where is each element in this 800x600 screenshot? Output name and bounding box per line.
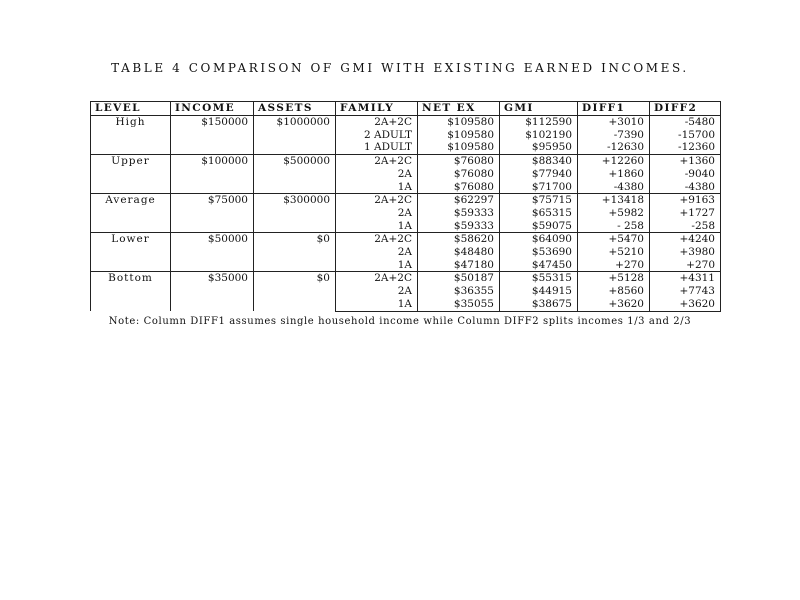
gmi-cell: $95950 — [500, 141, 578, 154]
family-cell: 2A+2C — [336, 116, 418, 129]
diff1-cell: +5982 — [578, 207, 650, 220]
comparison-table — [90, 101, 721, 312]
gmi-cell: $64090 — [500, 233, 578, 246]
table-row — [91, 155, 721, 168]
diff1-cell: +5128 — [578, 272, 650, 285]
diff1-cell: +3010 — [578, 116, 650, 129]
gmi-cell: $65315 — [500, 207, 578, 220]
table-row — [91, 194, 721, 207]
net-ex-cell: $76080 — [418, 168, 500, 181]
family-cell: 2A — [336, 207, 418, 220]
net-ex-cell: $62297 — [418, 194, 500, 207]
diff2-cell: +9163 — [650, 194, 721, 207]
income-cell: $35000 — [171, 272, 254, 311]
table-row — [91, 272, 721, 285]
diff2-cell: +4240 — [650, 233, 721, 246]
diff2-cell: -9040 — [650, 168, 721, 181]
diff2-cell: +7743 — [650, 285, 721, 298]
family-cell: 2A — [336, 246, 418, 259]
family-cell: 2A — [336, 285, 418, 298]
family-cell: 1 ADULT — [336, 141, 418, 154]
gmi-cell: $55315 — [500, 272, 578, 285]
diff2-cell: +4311 — [650, 272, 721, 285]
assets-cell: $0 — [254, 233, 336, 272]
income-cell: $100000 — [171, 155, 254, 194]
diff2-cell: +1727 — [650, 207, 721, 220]
level-cell: High — [91, 116, 171, 155]
assets-cell: $300000 — [254, 194, 336, 233]
family-cell: 1A — [336, 259, 418, 272]
net-ex-cell: $76080 — [418, 155, 500, 168]
header-income: INCOME — [171, 102, 254, 116]
family-cell: 2A+2C — [336, 233, 418, 246]
header-level: LEVEL — [91, 102, 171, 116]
net-ex-cell: $47180 — [418, 259, 500, 272]
header-diff2: DIFF2 — [650, 102, 721, 116]
diff2-cell: +270 — [650, 259, 721, 272]
family-cell: 1A — [336, 181, 418, 194]
header-assets: ASSETS — [254, 102, 336, 116]
table-row — [91, 116, 721, 129]
net-ex-cell: $35055 — [418, 298, 500, 311]
family-cell: 2A — [336, 168, 418, 181]
net-ex-cell: $58620 — [418, 233, 500, 246]
net-ex-cell: $36355 — [418, 285, 500, 298]
table-row — [91, 233, 721, 246]
net-ex-cell: $109580 — [418, 116, 500, 129]
gmi-cell: $112590 — [500, 116, 578, 129]
diff1-cell: +3620 — [578, 298, 650, 311]
assets-cell: $1000000 — [254, 116, 336, 155]
family-cell: 2A+2C — [336, 272, 418, 285]
diff2-cell: +1360 — [650, 155, 721, 168]
diff1-cell: +5470 — [578, 233, 650, 246]
gmi-cell: $88340 — [500, 155, 578, 168]
gmi-cell: $47450 — [500, 259, 578, 272]
header-family: FAMILY — [336, 102, 418, 116]
diff2-cell: -4380 — [650, 181, 721, 194]
gmi-cell: $102190 — [500, 129, 578, 142]
level-cell: Lower — [91, 233, 171, 272]
diff1-cell: -12630 — [578, 141, 650, 154]
family-cell: 2 ADULT — [336, 129, 418, 142]
diff1-cell: +8560 — [578, 285, 650, 298]
diff1-cell: +1860 — [578, 168, 650, 181]
diff2-cell: -12360 — [650, 141, 721, 154]
diff1-cell: +270 — [578, 259, 650, 272]
gmi-cell: $75715 — [500, 194, 578, 207]
table-note: Note: Column DIFF1 assumes single household income while Column DIFF2 splits incomes 1/3 and 2/3 — [108, 316, 692, 327]
income-cell: $75000 — [171, 194, 254, 233]
family-cell: 2A+2C — [336, 155, 418, 168]
gmi-cell: $71700 — [500, 181, 578, 194]
table-title: TABLE 4 COMPARISON OF GMI WITH EXISTING EARNED INCOMES. — [111, 61, 689, 75]
gmi-cell: $77940 — [500, 168, 578, 181]
diff1-cell: +12260 — [578, 155, 650, 168]
header-gmi: GMI — [500, 102, 578, 116]
income-cell: $50000 — [171, 233, 254, 272]
level-cell: Upper — [91, 155, 171, 194]
assets-cell: $500000 — [254, 155, 336, 194]
gmi-cell: $38675 — [500, 298, 578, 311]
net-ex-cell: $50187 — [418, 272, 500, 285]
header-diff1: DIFF1 — [578, 102, 650, 116]
gmi-cell: $44915 — [500, 285, 578, 298]
net-ex-cell: $59333 — [418, 220, 500, 233]
header-net-ex: NET EX — [418, 102, 500, 116]
diff2-cell: -258 — [650, 220, 721, 233]
diff2-cell: +3620 — [650, 298, 721, 311]
level-cell: Bottom — [91, 272, 171, 311]
net-ex-cell: $59333 — [418, 207, 500, 220]
diff1-cell: +13418 — [578, 194, 650, 207]
net-ex-cell: $109580 — [418, 141, 500, 154]
family-cell: 2A+2C — [336, 194, 418, 207]
income-cell: $150000 — [171, 116, 254, 155]
header-row — [91, 102, 721, 116]
net-ex-cell: $76080 — [418, 181, 500, 194]
gmi-cell: $59075 — [500, 220, 578, 233]
assets-cell: $0 — [254, 272, 336, 311]
diff2-cell: -15700 — [650, 129, 721, 142]
level-cell: Average — [91, 194, 171, 233]
family-cell: 1A — [336, 220, 418, 233]
diff1-cell: +5210 — [578, 246, 650, 259]
diff2-cell: +3980 — [650, 246, 721, 259]
diff2-cell: -5480 — [650, 116, 721, 129]
diff1-cell: -7390 — [578, 129, 650, 142]
gmi-cell: $53690 — [500, 246, 578, 259]
diff1-cell: -4380 — [578, 181, 650, 194]
net-ex-cell: $109580 — [418, 129, 500, 142]
net-ex-cell: $48480 — [418, 246, 500, 259]
family-cell: 1A — [336, 298, 418, 311]
diff1-cell: - 258 — [578, 220, 650, 233]
